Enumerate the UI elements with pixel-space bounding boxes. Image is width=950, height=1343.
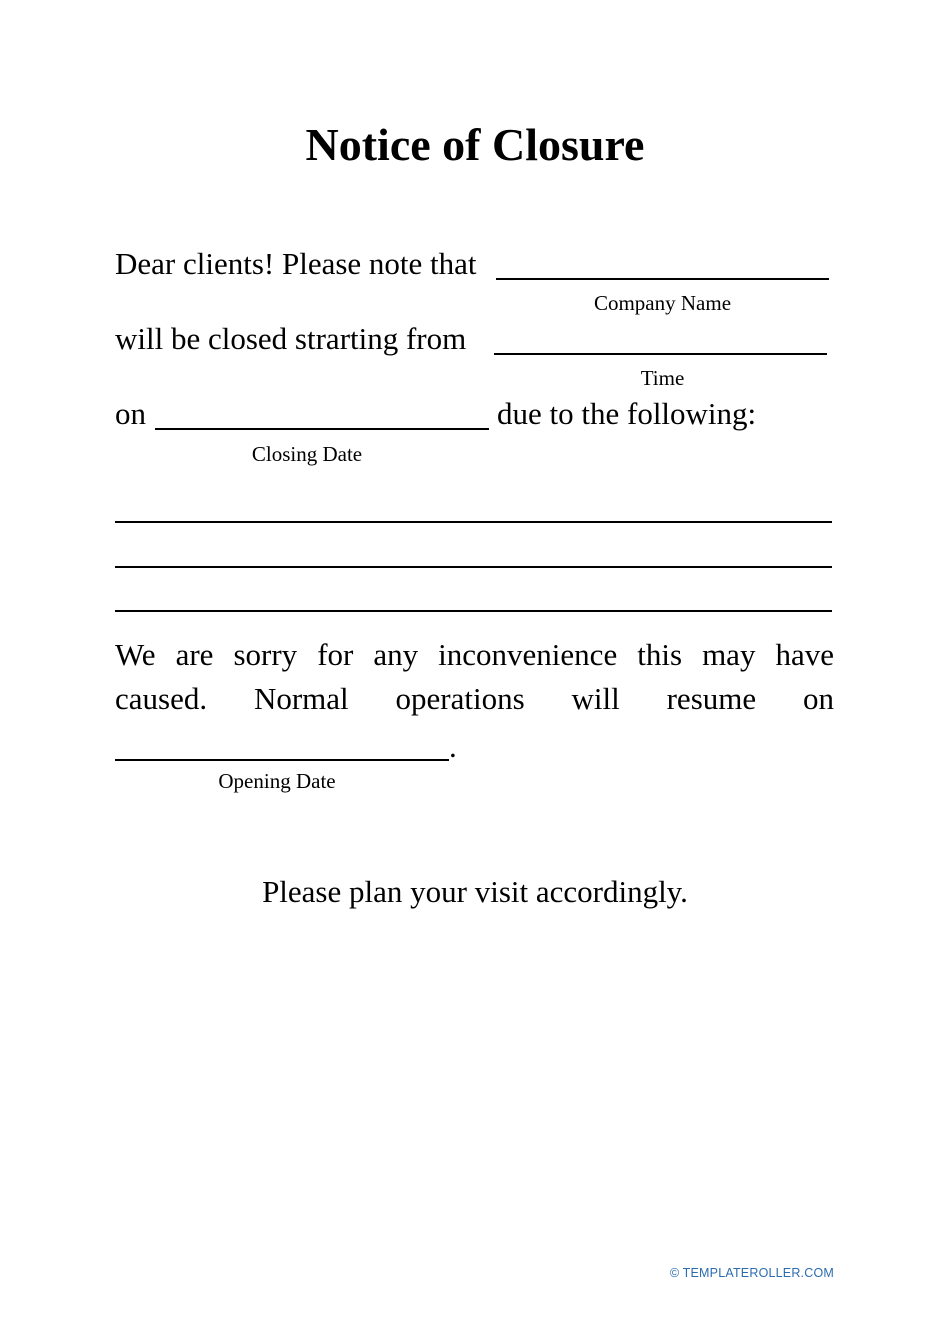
time-blank[interactable] bbox=[494, 353, 827, 355]
line-3-suffix: due to the following: bbox=[497, 396, 757, 431]
time-caption: Time bbox=[640, 366, 685, 390]
line-3-prefix: on bbox=[115, 396, 146, 431]
opening-date-blank[interactable] bbox=[115, 759, 449, 761]
footer-credit[interactable]: © TEMPLATEROLLER.COM bbox=[669, 1266, 834, 1280]
company-name-caption: Company Name bbox=[593, 291, 732, 315]
closing-date-caption: Closing Date bbox=[251, 442, 363, 466]
apology-line-2: caused. Normal operations will resume on bbox=[115, 681, 834, 716]
reason-line-3[interactable] bbox=[115, 610, 832, 612]
closing-date-blank[interactable] bbox=[155, 428, 489, 430]
company-name-blank[interactable] bbox=[496, 278, 829, 280]
closing-text: Please plan your visit accordingly. bbox=[262, 874, 688, 909]
page-title: Notice of Closure bbox=[305, 119, 645, 170]
reason-line-2[interactable] bbox=[115, 566, 832, 568]
line-1-text: Dear clients! Please note that bbox=[115, 246, 477, 281]
opening-date-period: . bbox=[449, 729, 457, 764]
reason-line-1[interactable] bbox=[115, 521, 832, 523]
apology-line-1: We are sorry for any inconvenience this may have bbox=[115, 637, 834, 672]
line-2-text: will be closed strarting from bbox=[115, 321, 467, 356]
opening-date-caption: Opening Date bbox=[218, 769, 336, 793]
